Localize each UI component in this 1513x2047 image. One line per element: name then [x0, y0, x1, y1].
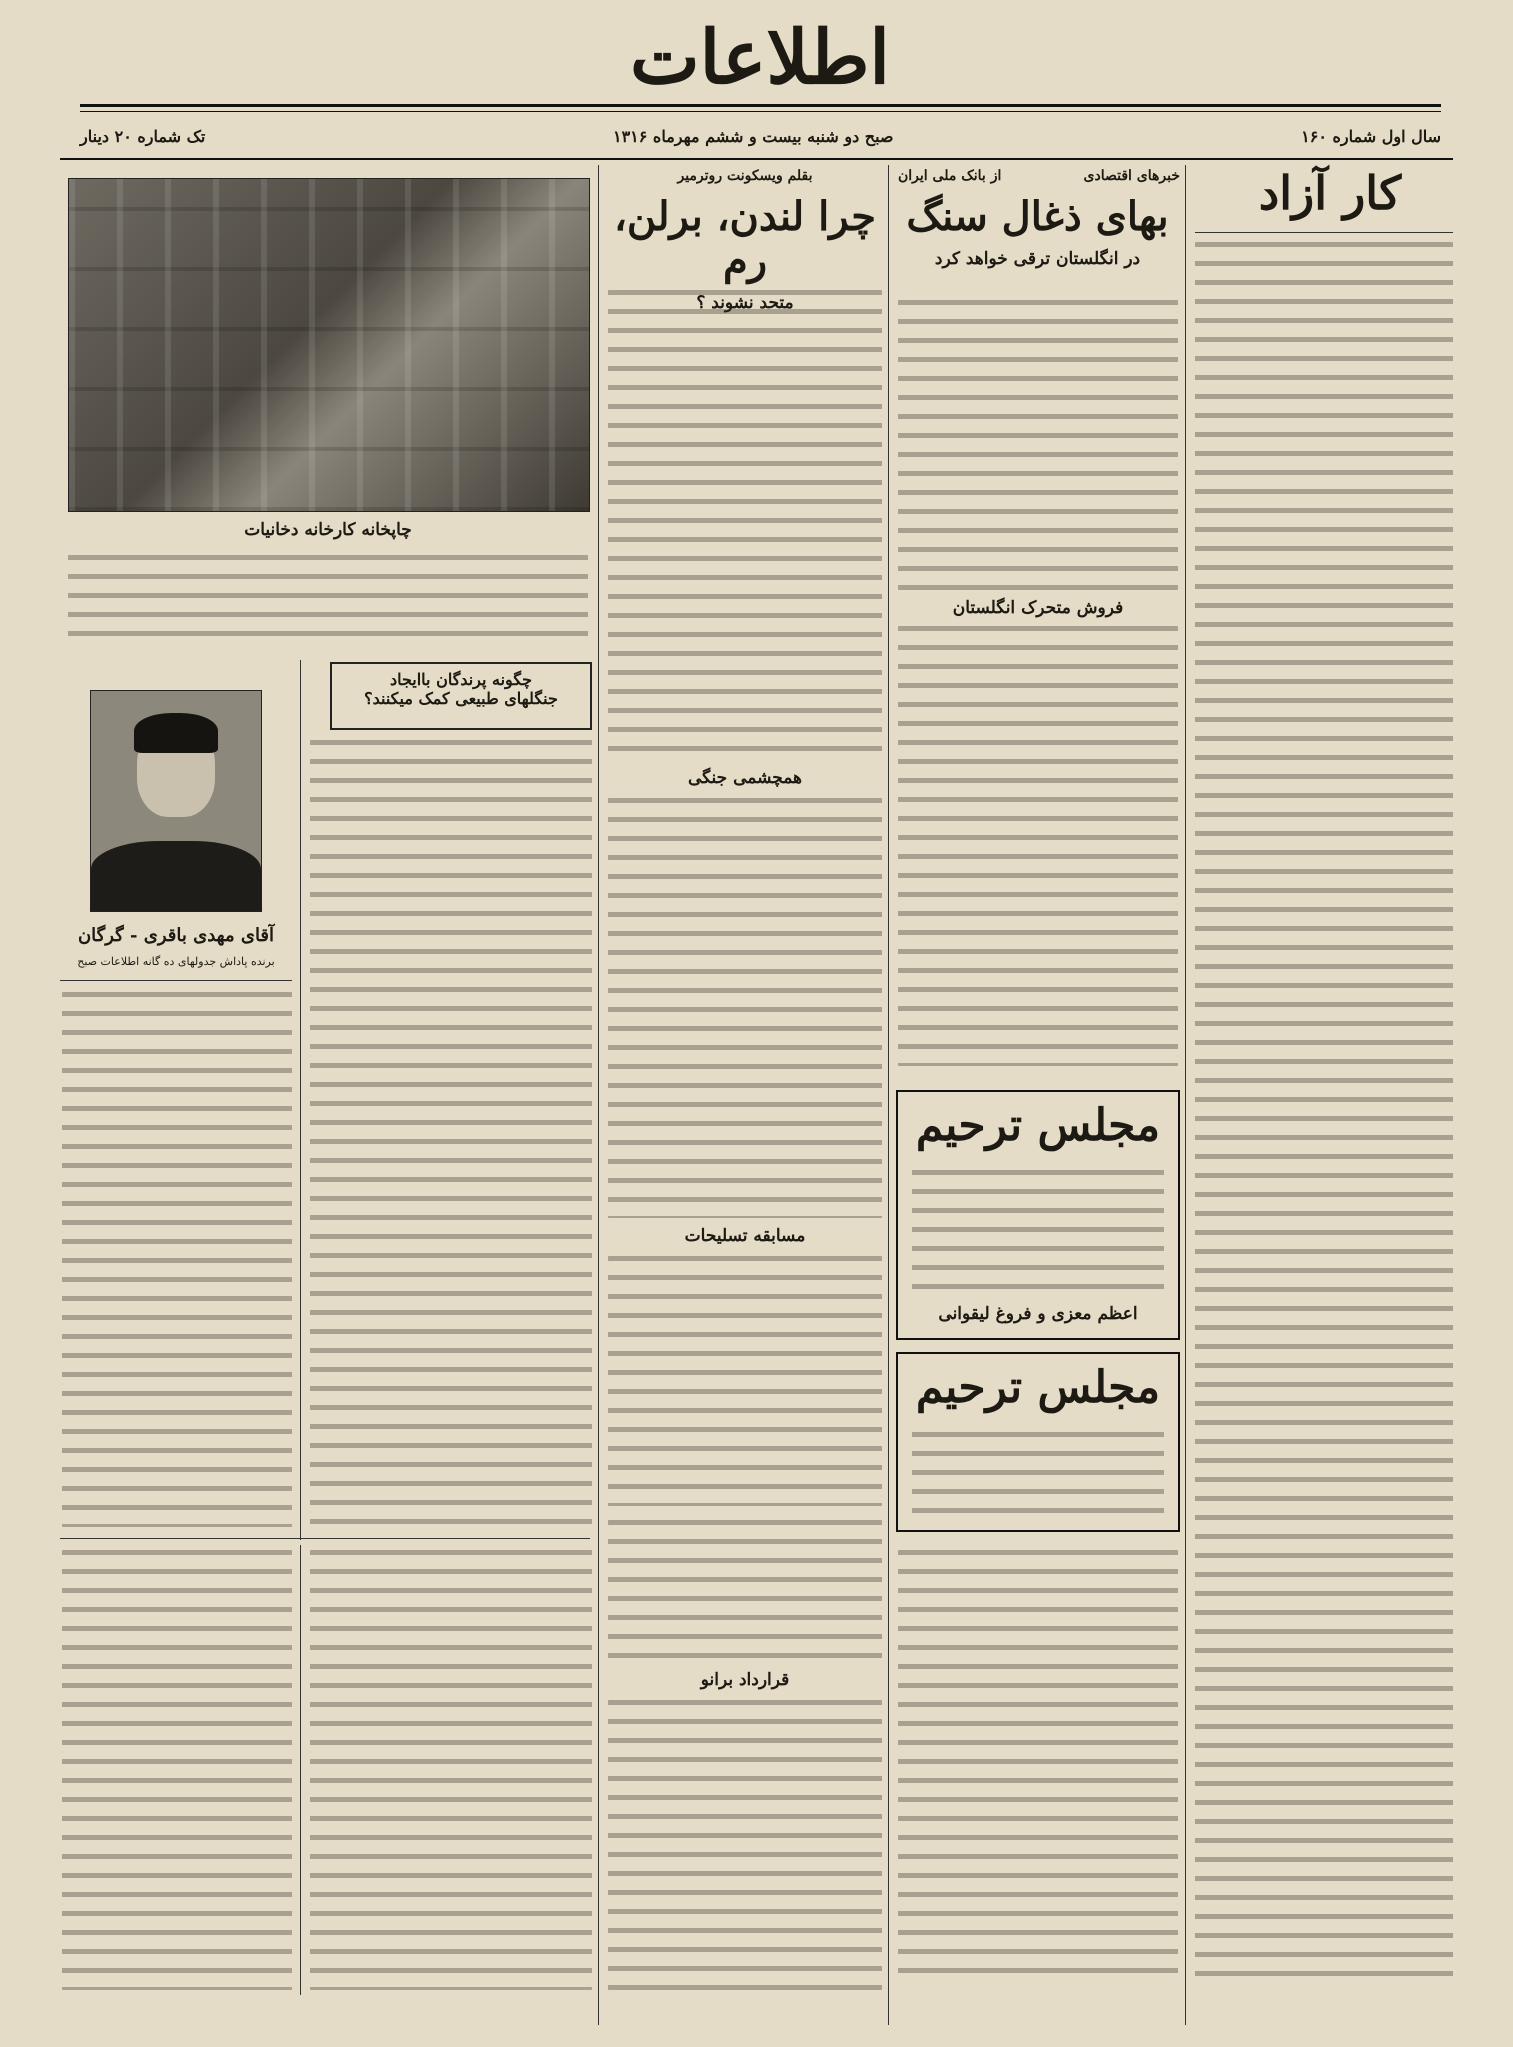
col3-section2: مسابقه تسلیحات	[684, 1226, 806, 1246]
col3-body-2	[608, 798, 882, 1218]
column-separator	[300, 1545, 301, 1995]
birds-forests-headline	[330, 662, 592, 730]
masthead-title: اطلاعات	[630, 15, 890, 101]
rule	[1195, 232, 1453, 233]
col2-kicker-right: خبرهای اقتصادی	[1083, 168, 1180, 184]
col2-kicker-left: از بانک ملی ایران	[898, 168, 1002, 184]
col3-body-3	[608, 1256, 882, 1506]
col1-headline-wrap	[1195, 168, 1465, 219]
factory-photo-text	[68, 555, 588, 650]
mourning-notice-2	[896, 1352, 1180, 1532]
notice2-body	[912, 1432, 1164, 1522]
issue-number: سال اول شماره ۱۶۰	[1301, 126, 1441, 146]
col3-section3: قرارداد برانو	[700, 1670, 790, 1690]
boxed-line2: جنگلهای طبیعی کمک میکنند؟	[364, 689, 558, 708]
col2-section: فروش متحرک انگلستان	[952, 598, 1124, 618]
factory-photo-caption: چاپخانه کارخانه دخانیات	[244, 520, 412, 540]
col2-body-2	[898, 626, 1178, 1066]
col3-subhead: متحد نشوند ؟	[696, 293, 794, 313]
dateline	[80, 118, 1441, 154]
portrait-subcaption: برنده پاداش جدولهای ده گانه اطلاعات صبح	[77, 955, 275, 968]
col2-headline: بهای ذغال سنگ	[906, 193, 1169, 240]
masthead-rule	[80, 104, 1441, 107]
notice2-title: مجلس ترحیم	[915, 1362, 1161, 1413]
rule	[60, 1538, 590, 1539]
column-separator	[300, 660, 301, 1540]
col3-body-5	[608, 1700, 882, 1990]
col1-headline: کار آزاد	[1258, 166, 1402, 220]
col2-body	[898, 300, 1178, 590]
column-separator	[1185, 165, 1186, 2025]
col2-body-3	[898, 1550, 1178, 1980]
bottom-mid-body	[310, 1550, 592, 1990]
col3-body	[608, 290, 882, 760]
col2-subhead: در انگلستان ترقی خواهد کرد	[934, 249, 1141, 269]
masthead-rule-thin	[80, 111, 1441, 112]
rule	[60, 980, 292, 981]
mourning-notice-1	[896, 1090, 1180, 1340]
col2-headline-wrap	[895, 195, 1180, 269]
portrait-caption: آقای مهدی باقری - گرگان	[77, 925, 275, 946]
portrait-hair	[134, 713, 218, 753]
notice1-body	[912, 1170, 1164, 1290]
col3-headline: چرا لندن، برلن، رم	[613, 193, 877, 284]
notice1-title: مجلس ترحیم	[915, 1100, 1161, 1151]
bottom-left-body	[62, 1550, 292, 1990]
birds-article-body	[310, 740, 592, 1530]
column-separator	[888, 165, 889, 2025]
forest-article-body	[62, 992, 292, 1527]
publication-date: صبح دو شنبه بیست و ششم مهرماه ۱۳۱۶	[612, 126, 894, 146]
portrait-photo	[90, 690, 262, 912]
factory-photo	[68, 178, 590, 512]
boxed-line1: چگونه پرندگان باایجاد	[389, 670, 533, 689]
col3-body-4	[608, 1520, 882, 1660]
col3-kicker: بقلم ویسکونت روترمیر	[677, 168, 813, 184]
header-rule	[60, 158, 1453, 160]
notice1-signature: اعظم معزی و فروغ لیقوانی	[938, 1304, 1138, 1324]
column-separator	[598, 165, 599, 2025]
price: تک شماره ۲۰ دینار	[80, 126, 206, 146]
col3-section1: همچشمی جنگی	[687, 768, 803, 788]
col1-body	[1195, 242, 1453, 1982]
portrait-body	[91, 841, 261, 911]
